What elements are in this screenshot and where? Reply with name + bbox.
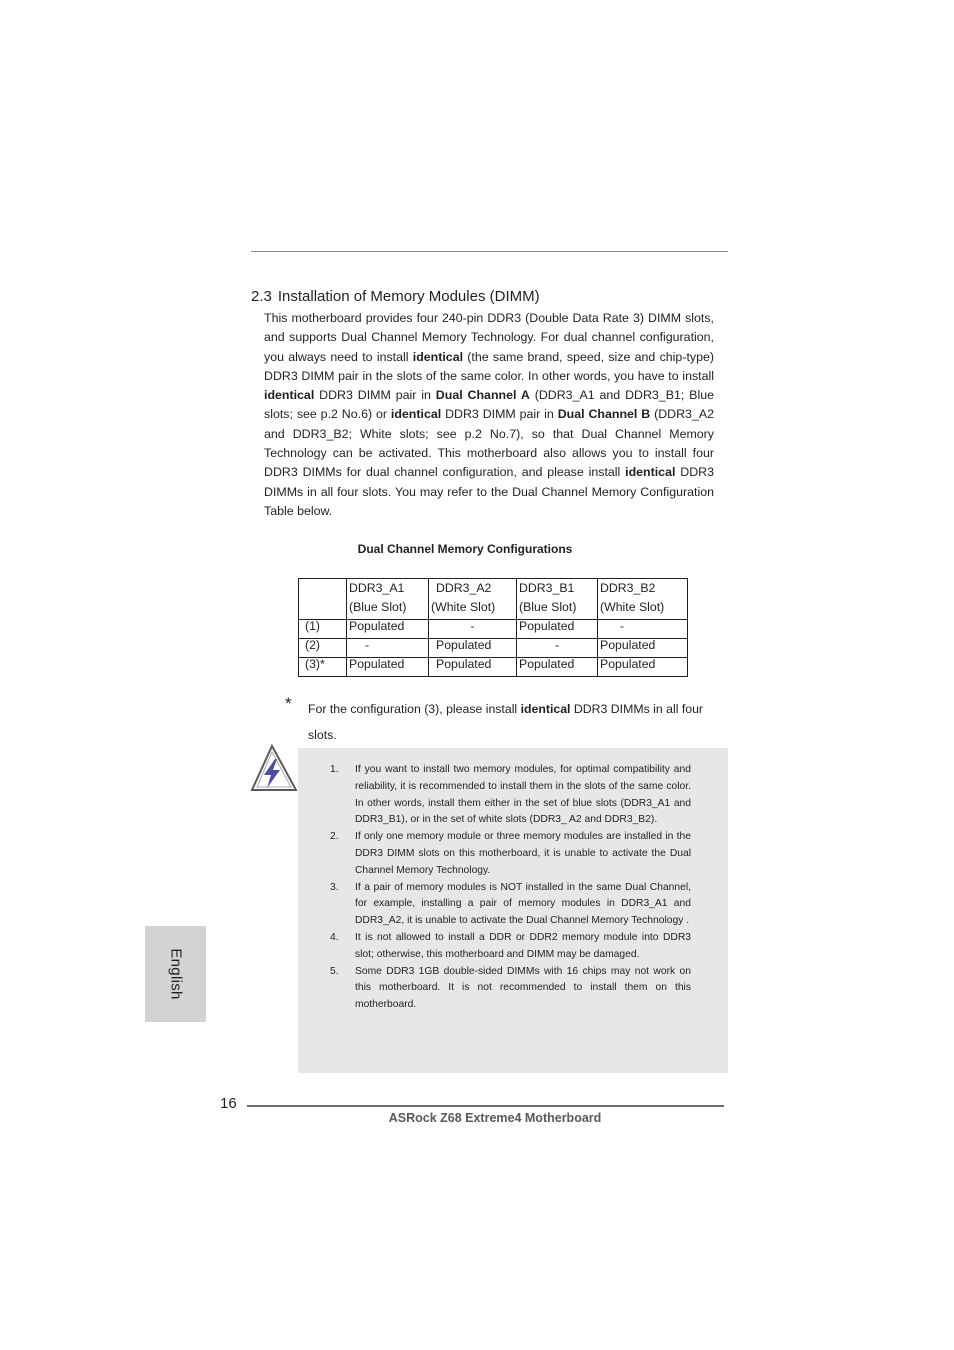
- table-cell: Populated: [598, 658, 688, 677]
- table-cell: Populated: [517, 658, 598, 677]
- caution-item: [330, 762, 691, 829]
- memory-config-table: [298, 578, 688, 677]
- intro-bold-5: Dual Channel B: [557, 407, 651, 422]
- intro-text-2: (the same brand, speed, size and chip-type) DDR3 DIMM pair in the slots of the same color. In other words, you have to install: [264, 349, 714, 383]
- caution-item: [330, 880, 691, 930]
- table-cell: -: [347, 639, 429, 658]
- intro-bold-2: identical: [264, 388, 315, 403]
- intro-bold-4: identical: [390, 407, 442, 422]
- intro-text-7: DDR3 DIMMs in all four slots. You may refer to the Dual Channel Memory Configuration Table below.: [264, 465, 714, 518]
- row-label-cell: (3)*: [299, 658, 347, 677]
- caution-box: [298, 748, 728, 1073]
- header-cell: (White Slot): [598, 598, 688, 620]
- caution-item: [330, 964, 691, 1014]
- table-row: [299, 658, 688, 677]
- intro-text-5: DDR3 DIMM pair in: [441, 407, 558, 422]
- caution-item-number: 3.: [330, 881, 339, 893]
- caution-item-number: 2.: [330, 831, 339, 843]
- footer-title: ASRock Z68 Extreme4 Motherboard: [388, 1111, 602, 1125]
- table-cell: -: [598, 620, 688, 639]
- asterisk-marker: *: [285, 694, 292, 713]
- intro-text-1: This motherboard provides four 240-pin DDR3 (Double Data Rate 3) DIMM slots, and supports Dual Channel Memory Technology. For dual channel configuration, you always need to install: [264, 311, 714, 364]
- caution-item-text: Some DDR3 1GB double-sided DIMMs with 16 chips may not work on this motherboard. It is not recommended to install them on this motherboard.: [355, 965, 691, 1011]
- footer-divider: [247, 1105, 724, 1107]
- table-cell: Populated: [517, 620, 598, 639]
- intro-text-4: (DDR3_A1 and DDR3_B1; Blue slots; see p.2 No.6) or: [264, 388, 714, 422]
- table-row: [299, 639, 688, 658]
- page-number: 16: [220, 1095, 237, 1112]
- footnote: [308, 696, 728, 748]
- row-label-cell: (2): [299, 639, 347, 658]
- table-cell: Populated: [347, 658, 429, 677]
- table-cell: Populated: [429, 639, 517, 658]
- intro-bold-3: Dual Channel A: [435, 388, 530, 403]
- section-title: Installation of Memory Modules (DIMM): [277, 288, 540, 305]
- caution-item-text: It is not allowed to install a DDR or DDR2 memory module into DDR3 slot; otherwise, this motherboard and DIMM may be damaged.: [355, 931, 691, 960]
- table-row: [299, 620, 688, 639]
- section-heading: [251, 287, 731, 307]
- intro-text-6: (DDR3_A2 and DDR3_B2; White slots; see p.2 No.7), so that Dual Channel Memory Technology can be activated. This motherboard also allows you to install four DDR3 DIMMs for dual channel configuration, and please install: [264, 407, 714, 480]
- header-cell: DDR3_B1: [517, 579, 598, 599]
- intro-text-3: DDR3 DIMM pair in: [314, 388, 436, 403]
- header-cell: DDR3_A1: [347, 579, 429, 599]
- caution-item-text: If a pair of memory modules is NOT installed in the same Dual Channel, for example, installing a pair of memory modules in DDR3_A1 and DDR3_A2, it is unable to activate the Dual Channel Memory Technology .: [355, 881, 691, 927]
- caution-item-number: 5.: [330, 965, 339, 977]
- intro-paragraph: [264, 309, 714, 521]
- header-corner-cell: [299, 598, 347, 620]
- section-number: 2.3: [251, 288, 272, 305]
- footnote-text-2: DDR3 DIMMs in all four slots.: [308, 702, 704, 742]
- caution-list: [330, 762, 691, 1014]
- row-label-cell: (1): [299, 620, 347, 639]
- table-caption: Dual Channel Memory Configurations: [357, 542, 573, 556]
- language-tab: [145, 926, 206, 1022]
- footnote-bold: identical: [520, 702, 571, 716]
- caution-item-text: If only one memory module or three memory modules are installed in the DDR3 DIMM slots on this motherboard, it is unable to activate the Dual Channel Memory Technology.: [355, 831, 691, 876]
- warning-lightning-icon: [249, 744, 299, 794]
- table-header-row: [299, 598, 688, 620]
- intro-bold-1: identical: [412, 349, 464, 364]
- header-cell: (Blue Slot): [347, 598, 429, 620]
- caution-item-text: If you want to install two memory modules, for optimal compatibility and reliability, it is recommended to install them in the slots of the same color. In other words, install them either in the set of blue slots (DDR3_A1 and DDR3_B1), or in the set of white slots (DDR3_ A2 and DDR3_B2).: [355, 764, 691, 826]
- footnote-text-1: For the configuration (3), please install: [308, 702, 521, 716]
- table-cell: Populated: [429, 658, 517, 677]
- header-cell: (Blue Slot): [517, 598, 598, 620]
- header-cell: (White Slot): [429, 598, 517, 620]
- header-cell: DDR3_A2: [429, 579, 517, 599]
- header-cell: DDR3_B2: [598, 579, 688, 599]
- language-tab-label: English: [167, 948, 184, 1000]
- table-header-row: [299, 579, 688, 599]
- header-corner-cell: [299, 579, 347, 599]
- table-cell: Populated: [347, 620, 429, 639]
- top-divider: [251, 251, 728, 252]
- table-cell: -: [429, 620, 517, 639]
- caution-item: [330, 930, 691, 964]
- caution-item-number: 4.: [330, 931, 339, 943]
- intro-bold-6: identical: [625, 465, 676, 480]
- caution-item-number: 1.: [330, 764, 339, 775]
- table-cell: Populated: [598, 639, 688, 658]
- caution-item: [330, 829, 691, 879]
- table-cell: -: [517, 639, 598, 658]
